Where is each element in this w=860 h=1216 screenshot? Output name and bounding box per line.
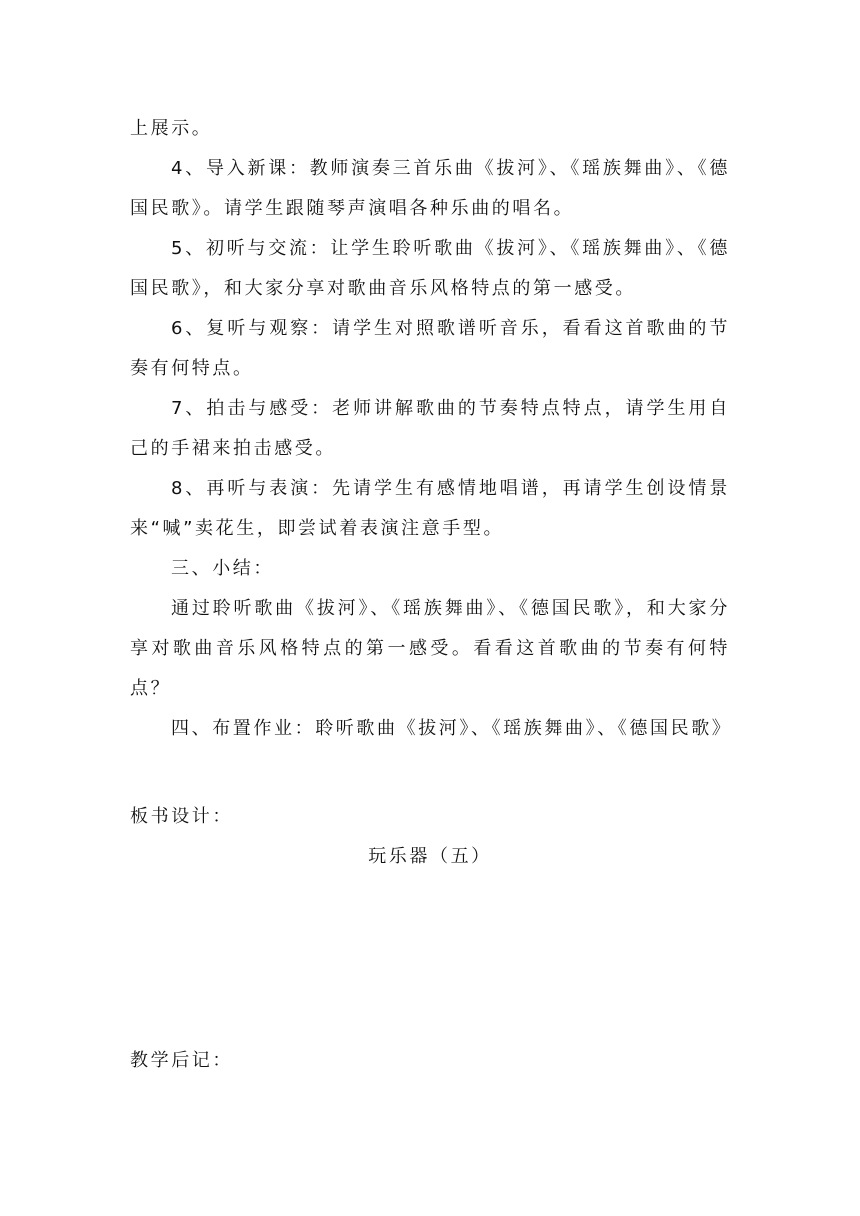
board-title: 玩乐器（五） <box>368 846 492 867</box>
section-heading-homework: 四、布置作业：聆听歌曲《拔河》、《瑶族舞曲》、《德国民歌》 <box>171 718 733 739</box>
teaching-afterword-label: 教学后记： <box>130 1050 233 1071</box>
paragraph-continued: 上展示。 <box>130 118 213 139</box>
paragraph-step-7: 7、拍击与感受：老师讲解歌曲的节奏特点特点，请学生用自己的手裙来拍击感受。 <box>130 398 730 459</box>
paragraph-step-6: 6、复听与观察：请学生对照歌谱听音乐，看看这首歌曲的节奏有何特点。 <box>130 318 730 379</box>
paragraph-summary: 通过聆听歌曲《拔河》、《瑶族舞曲》、《德国民歌》，和大家分享对歌曲音乐风格特点的第一感受。看看这首歌曲的节奏有何特点？ <box>130 598 730 699</box>
section-heading-summary: 三、小结： <box>171 558 274 579</box>
paragraph-step-5: 5、初听与交流：让学生聆听歌曲《拔河》、《瑶族舞曲》、《德国民歌》，和大家分享对歌曲音乐风格特点的第一感受。 <box>130 238 730 299</box>
paragraph-step-8: 8、再听与表演：先请学生有感情地唱谱，再请学生创设情景来“喊”卖花生，即尝试着表演注意手型。 <box>130 478 730 539</box>
lesson-body <box>130 109 733 749</box>
paragraph-step-4: 4、导入新课：教师演奏三首乐曲《拔河》、《瑶族舞曲》、《德国民歌》。请学生跟随琴声演唱各种乐曲的唱名。 <box>130 158 730 219</box>
board-design-label: 板书设计： <box>130 806 233 827</box>
